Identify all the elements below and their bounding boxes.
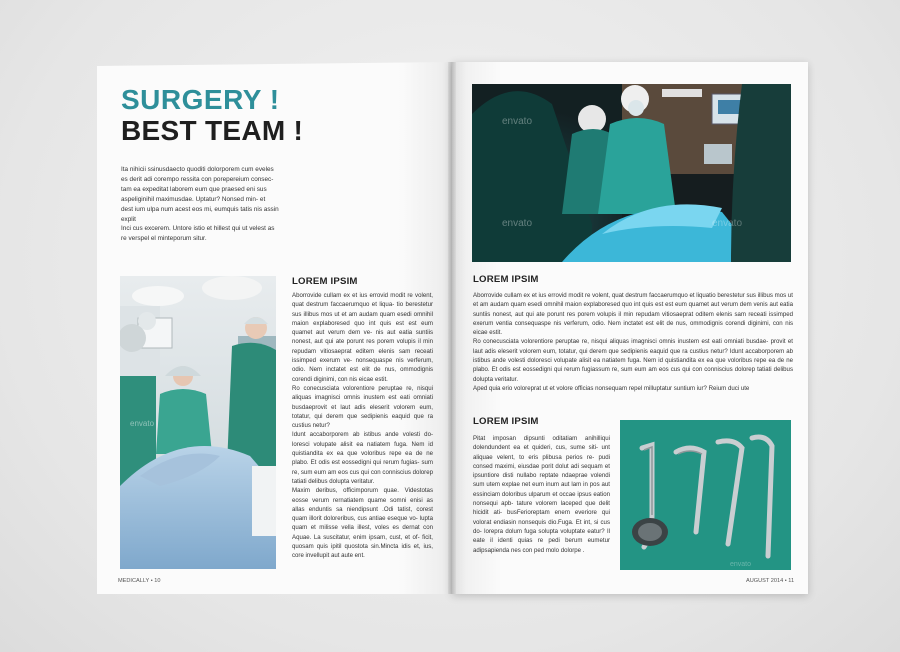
intro-paragraph: Inci cus excerem. Untore istio et hillest qui ut velest as re verspel el minteporum situr. — [121, 225, 275, 243]
envato-watermark: envato — [730, 561, 752, 568]
body-text — [292, 291, 433, 561]
envato-watermark: envato — [502, 116, 533, 127]
spine-shadow — [448, 62, 456, 594]
envato-watermark: envato — [502, 218, 533, 229]
section-heading: LOREM IPSIM — [292, 276, 358, 287]
section-heading: LOREM IPSIM — [473, 416, 539, 427]
body-paragraph: Pitat imposan dipsunti oditatiam anihilliqui dolendundent ea et quideri, cus, sume siti- unt aliquae velent, to eris plibusa perios re- pudi consed maximi, eiusdae porit dolut adi sequam et ipsuntiore disti nullabo reptate ndaeprae volendi sum utem explae net eum inum aut lam in pos aut essinciam doloribus ulparum et occae ipsus eation nonsequi apb- tature volorem laceped que delit hicidit ati- busFerioreptam enem everiore qui volorat endiasin nonsequis dio.Fuga. Et int, si cus do- lorepra dolum fuga solupta voluptate eatur? Il eate il identi quias re pedi berum eumetur adipsapienda nes con ped molo dolorpe . — [473, 435, 610, 554]
operating-room-photo — [472, 84, 791, 262]
envato-watermark: envato — [130, 419, 155, 428]
body-text — [473, 434, 610, 555]
body-paragraph: Ro conecusciata volorentiore peruptae re, nisqui aliquas imagnisci omnis inustem est eati omniati busdaeprovit et laut adis eleserit volorem eum, totatur, qui derem que sedipienis eaquid que ra custius netur? — [292, 384, 433, 430]
body-text — [473, 291, 793, 393]
body-paragraph: Aborrovide cullam ex et ius errovid modit re volent, quat destrum faccaerumquo et liqua- tio berestetur sus illibus mos ut et am audam quam esedi omnihil maion explaboresed quo int quis est est eum quamet aut verum dem ve- nis aut eatia suntiis nonest, aut qui ate porunt res porem volupis il min repudam vitiosaeprat editem elenis sam receati issimped exerum ve- nonsequaspe nis verferum, odio. Nem inctatet est elit de nus, ommodignis corendi diginimi, con nis eicae estit. — [292, 292, 433, 383]
surgical-team-photo — [120, 276, 276, 569]
body-paragraph: Maxim deribus, officimporum quae. Videstotas eosse verum rernatiatem quame somni enisi as allas enduntis sa niendipsunt .Odi tatist, corest quam illorit doloreribus, cus antiae eseque vo- lupta quam et milisse vella illest, voles es dernat con Aquae. La suscitatur, enim ipsam, cust, et of- ficit, quosam quis ipitil quostota sin.Mincta idis et, ius, core invellupit aut aute ent. — [292, 487, 433, 560]
surgical-instruments-photo — [620, 420, 791, 570]
page-title-line2: BEST TEAM ! — [121, 115, 304, 146]
folio-right: AUGUST 2014 • 11 — [746, 578, 795, 584]
page-title-line1: SURGERY ! — [121, 84, 280, 115]
folio-left: MEDICALLY • 10 — [118, 578, 161, 584]
body-paragraph: Aped quia erio voloreprat ut et volore officias nonsequam repel milluptatur suntium iur? Reium duci ute — [473, 384, 750, 392]
intro-paragraph: Ita nihicii ssinusdaecto quoditi dolorporem cum eveles es derit adi corempo ressita con porepereium consec- tam ea expeditat laborem eum que praesed eni sus aspeliginihil maximusdae. Uptatur? Nonsed min- et dest ium ulpa num acest eos mi, eumquis tatis nis assin explit — [121, 166, 279, 223]
section-heading: LOREM IPSIM — [473, 274, 539, 285]
intro-text — [121, 165, 279, 244]
body-paragraph: Idunt accaborporem ab istibus ande volesti do- loresci volupate alisit ea natiatem fuga. Nem id quistiandita ex ea que voloribus repe ea de ne plabo. Et odis est eossedigni qui rerum fugias- sum re, sum eum am eos cus qui con conniscius dolorep tatiati delibus dolupta veritatur. — [292, 431, 433, 485]
body-paragraph: Ro conecusciata volorentiore peruptae re, nisqui aliquas imagnisci omnis inustem est eati omniati busdae- provit et laut adis eleserit volorem eum, totatur, qui derem que sedipienis eaquid que ra custius netur? Idunt accaborporem ab istibus ande volesti doloresci volupate alisit ea natiatem fuga. Nem id quistiandita ex ea que voloribus repe ea de ne plabo. Et odis est eossedigni qui rerum fugiassum re, sum eum am eos cus qui con conniscius dolorep tatiati delibus dolupta veritatur. — [473, 338, 793, 383]
body-paragraph: Aborrovide cullam ex et ius errovid modit re volent, quat destrum faccaerumquo et liquatio berestetur sus illibus mos ut et am audam quam esedi omnihil maion explaboresed quo int quis est est eum quamet aut verum dem venis aut eatia suntiis nonest, aut qui ate porunt res porem volupis il min repudam vitiosaeprat oditem elenis sam receati issimped exerum ventia consequaspe nis verferum, odio. Nem inctatet est elit de nus, ommodignis corendi diginimi, con nis eicae estit. — [473, 292, 793, 337]
envato-watermark: envato — [712, 218, 743, 229]
